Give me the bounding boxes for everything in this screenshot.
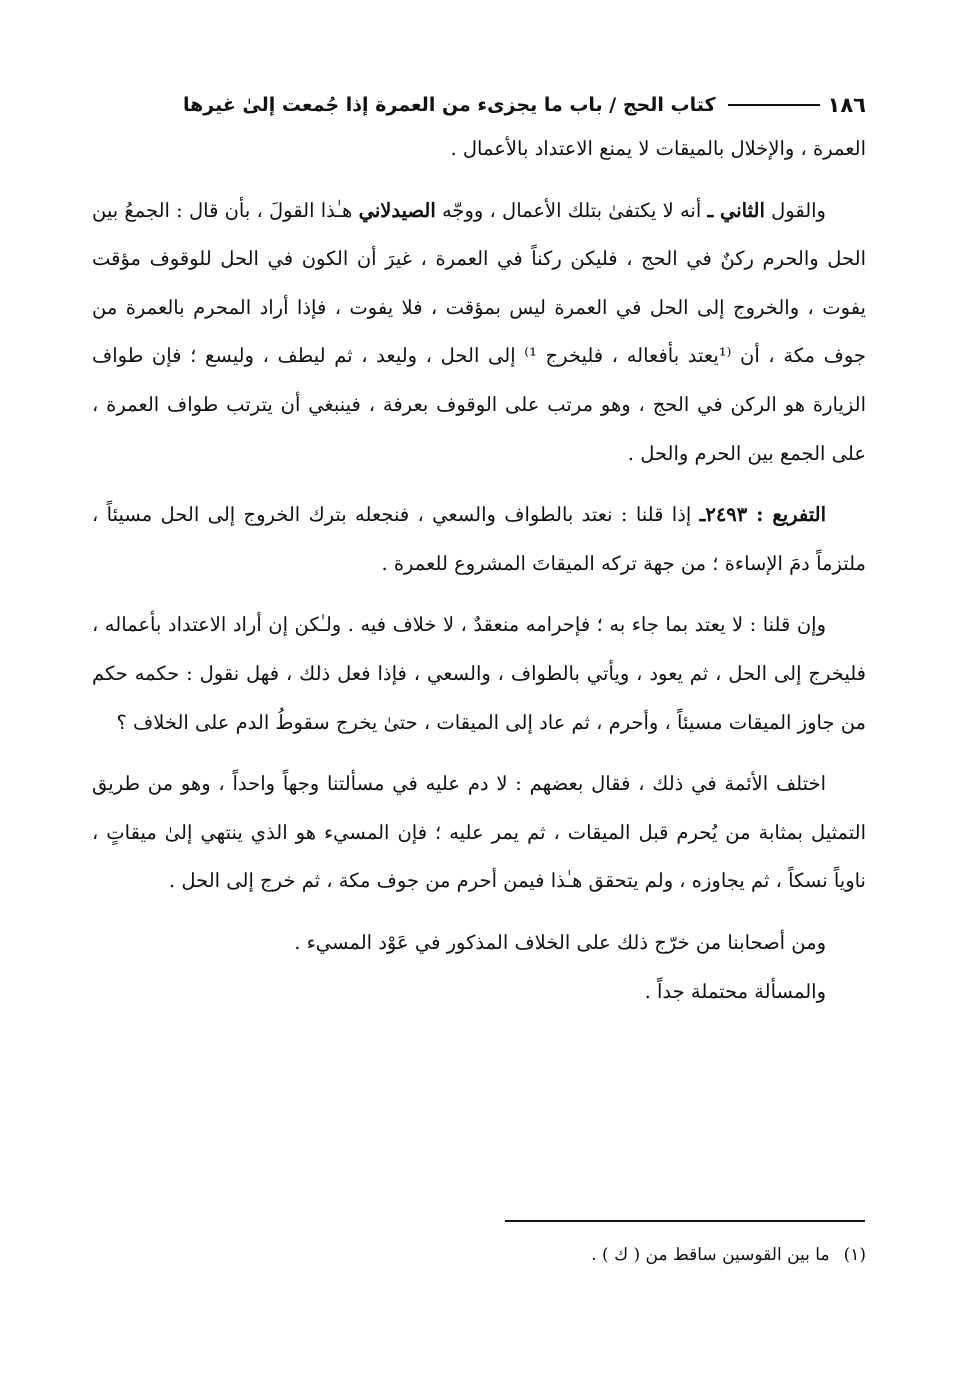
p2-bold-saydalani: الصيدلاني <box>358 198 436 222</box>
header-rule <box>728 104 820 106</box>
paragraph-3 <box>92 491 866 588</box>
footnote-text: ما بين القوسين ساقط من ( ك ) . <box>591 1245 830 1265</box>
running-header <box>92 85 866 125</box>
paragraph-5: اختلف الأئمة في ذلك ، فقال بعضهم : لا دم عليه في مسألتنا وجهاً واحداً ، وهو من طريق التمثيل بمثابة من يُحرم قبل الميقات ، ثم يمر عليه ؛ فإن المسيء هو الذي ينتهي إلىٰ ميقاتٍ ، ناوياً نسكاً ، ثم يجاوزه ، ولم يتحقق هـٰذا فيمن أحرم من جوف مكة ، ثم خرج إلى الحل . <box>92 772 866 893</box>
paragraph-1: العمرة ، والإخلال بالميقات لا يمنع الاعتداد بالأعمال . <box>450 137 866 160</box>
p2-part-c: أنه لا يكتفىٰ بتلك الأعمال ، ووجّه <box>435 198 708 222</box>
paragraph-4: وإن قلنا : لا يعتد بما جاء به ؛ فإحرامه منعقدٌ ، لا خلاف فيه . ولـٰكن إن أراد الاعتداد بأعماله ، فليخرج إلى الحل ، ثم يعود ، ويأتي بالطواف ، والسعي ، فإذا فعل ذلك ، فهل نقول : حكمه حكم من جاوز الميقات مسيئاً ، وأحرم ، ثم عاد إلى الميقات ، حتىٰ يخرج سقوطُ الدم على الخلاف ؟ <box>92 613 866 734</box>
footnote <box>591 1245 866 1265</box>
header-title: كتاب الحج / باب ما يجزىء من العمرة إذا جُمعت إلىٰ غيرها <box>182 94 716 116</box>
paragraph-6: ومن أصحابنا من خرّج ذلك على الخلاف المذكور في عَوْد المسيء . <box>294 930 826 954</box>
body-text <box>92 125 866 1016</box>
paragraph-2 <box>92 187 866 479</box>
p2-part-e: هـٰذا القولَ ، بأن قال : الجمعُ بين الحل والحرم ركنٌ في الحج ، فليكن ركناً في العمرة ، غيرَ أن الكون في الحل للوقوف مؤقت يفوت ، والخروج إلى الحل في العمرة ليس بمؤقت ، فلا يفوت ، فإذا أراد المحرم بالعمرة من جوف مكة ، أن ⁽¹يعتد بأفعاله ، فليخرج ¹⁾ إلى الحل ، وليعد ، ثم ليطف ، وليسع ؛ فإن طواف الزيارة هو الركن في الحج ، وهو مرتب على الوقوف بعرفة ، فينبغي أن يترتب طواف العمرة ، على الجمع بين الحرم والحل . <box>92 198 866 465</box>
p3-bold-heading: التفريع : ٢٤٩٣ـ <box>699 503 826 527</box>
page-number: ١٨٦ <box>827 93 866 117</box>
page <box>92 85 866 1016</box>
p2-part-a: والقول <box>764 198 826 222</box>
p3-text: إذا قلنا : نعتد بالطواف والسعي ، فنجعله بترك الخروج إلى الحل مسيئاً ، ملتزماً دمَ الإساءة ؛ من جهة تركه الميقاتَ المشروع للعمرة . <box>92 503 866 575</box>
paragraph-7: والمسألة محتملة جداً . <box>644 979 826 1003</box>
footnote-mark: (١) <box>843 1245 866 1265</box>
p2-bold-second: الثاني ـ <box>707 198 765 222</box>
footnote-rule <box>505 1220 865 1222</box>
